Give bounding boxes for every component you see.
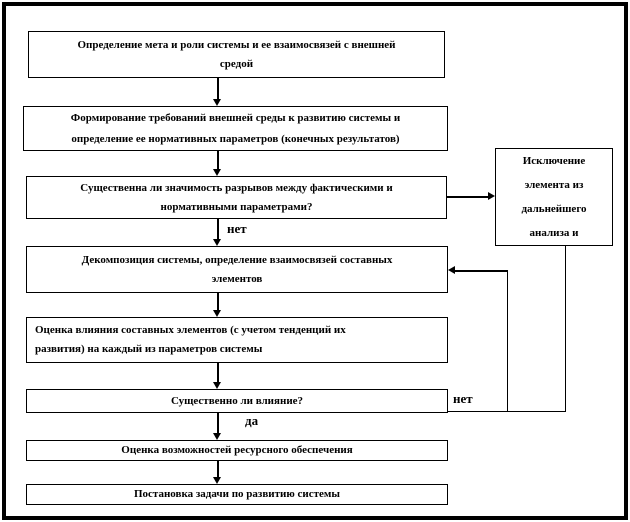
node-text: Декомпозиция системы, определение взаимосвязей составных	[81, 253, 393, 266]
node-text: определение ее нормативных параметров (конечных результатов)	[71, 132, 400, 145]
connector-step3-step4	[217, 219, 219, 240]
node-text: дальнейшего	[521, 203, 587, 215]
node-text: Оценка возможностей ресурсного обеспечения	[121, 444, 353, 456]
node-text: развития) на каждый из параметров системы	[35, 343, 263, 355]
connector-step4-step5	[217, 293, 219, 311]
node-text: анализа и	[529, 227, 579, 239]
arrowhead-step2-step3	[213, 169, 221, 176]
node-text: нормативными параметрами?	[160, 200, 313, 213]
flowchart-node-step1	[28, 31, 445, 78]
connector-step3-exclude	[447, 196, 489, 198]
node-text: элемента из	[524, 179, 584, 191]
flowchart-node-step6	[26, 389, 448, 413]
connector-step2-step3	[217, 151, 219, 170]
label-no-step6: нет	[453, 391, 473, 406]
connector-no-step6-merge	[447, 411, 566, 413]
flowchart-node-step2	[23, 106, 448, 151]
flowchart-node-step3	[26, 176, 447, 219]
connector-step6-step7	[217, 413, 219, 434]
arrowhead-step3-step4	[213, 239, 221, 246]
node-text: Формирование требований внешней среды к развитию системы и	[70, 111, 401, 124]
node-text: Исключение	[522, 155, 586, 167]
flowchart-node-step8	[26, 484, 448, 505]
node-text: Определение мета и роли системы и ее взаимосвязей с внешней	[77, 38, 396, 51]
flowchart-node-step7	[26, 440, 448, 461]
label-no-step3: нет	[227, 221, 247, 236]
connector-step5-step6	[217, 363, 219, 383]
connector-exclude-down	[565, 246, 567, 412]
arrowhead-step6-step7	[213, 433, 221, 440]
node-text: Постановка задачи по развитию системы	[133, 488, 340, 500]
node-text: Существенна ли значимость разрывов между фактическими и	[80, 181, 393, 194]
arrowhead-step4-step5	[213, 310, 221, 317]
flowchart-node-step4	[26, 246, 448, 293]
node-text: Оценка влияния составных элементов (с учетом тенденций их	[35, 324, 346, 336]
connector-step7-step8	[217, 461, 219, 478]
connector-feedback-vertical	[507, 270, 509, 412]
arrowhead-step3-exclude	[488, 192, 495, 200]
flowchart-node-step5	[26, 317, 448, 363]
node-text: элементов	[211, 272, 263, 285]
connector-feedback-horizontal	[455, 270, 508, 272]
arrowhead-step7-step8	[213, 477, 221, 484]
label-yes-step6: да	[245, 413, 259, 428]
arrowhead-step5-step6	[213, 382, 221, 389]
arrowhead-step1-step2	[213, 99, 221, 106]
flowchart-node-exclude	[495, 148, 613, 246]
node-text: Существенно ли влияние?	[170, 394, 304, 407]
arrowhead-feedback-step4	[448, 266, 455, 274]
connector-step1-step2	[217, 78, 219, 100]
node-text: средой	[219, 57, 254, 70]
